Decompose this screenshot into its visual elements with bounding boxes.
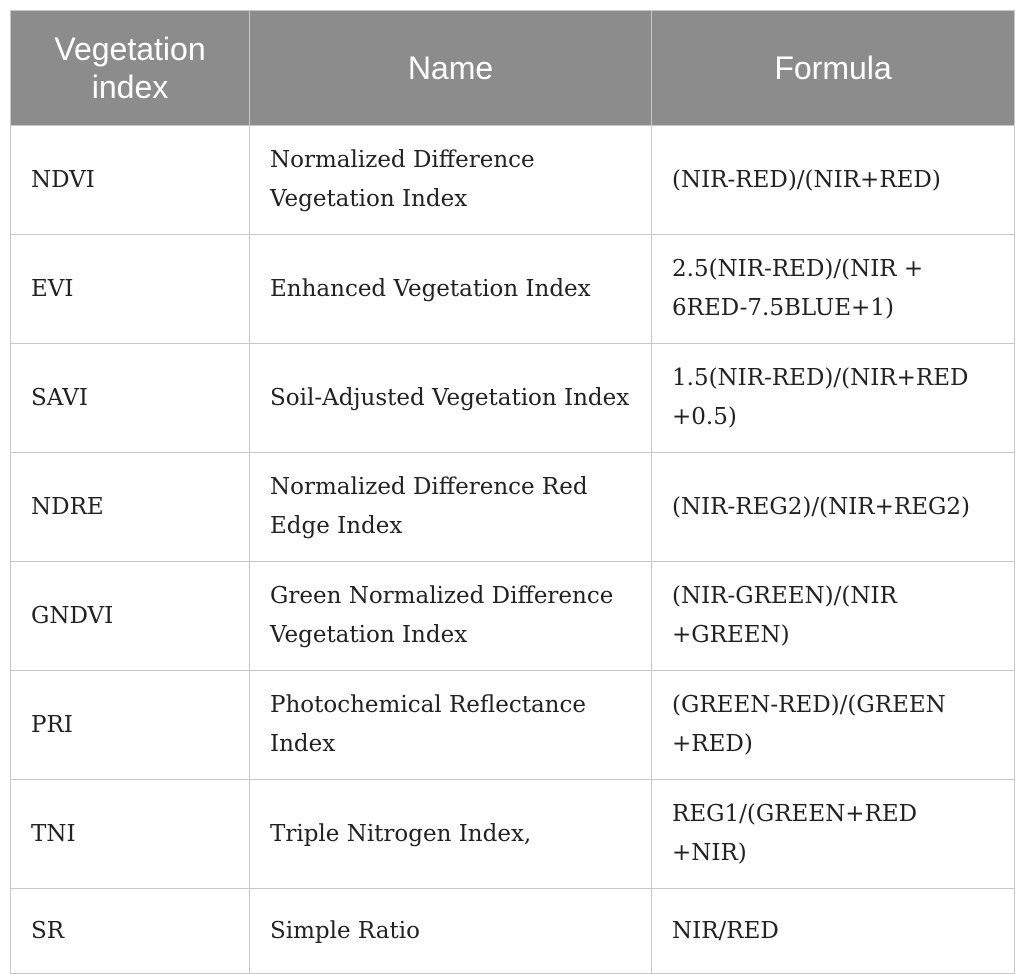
name-cell: Normalized Difference Red Edge Index: [250, 453, 652, 562]
index-cell: GNDVI: [11, 562, 250, 671]
header-name: Name: [250, 11, 652, 126]
formula-cell: (NIR-REG2)/(NIR+REG2): [652, 453, 1015, 562]
formula-cell: 2.5(NIR-RED)/(NIR + 6RED-7.5BLUE+1): [652, 235, 1015, 344]
formula-cell: NIR/RED: [652, 889, 1015, 974]
name-cell: Soil-Adjusted Vegetation Index: [250, 344, 652, 453]
index-cell: TNI: [11, 780, 250, 889]
table-row: [11, 453, 1015, 562]
index-cell: PRI: [11, 671, 250, 780]
name-cell: Enhanced Vegetation Index: [250, 235, 652, 344]
vegetation-index-table: [10, 10, 1015, 974]
header-formula: Formula: [652, 11, 1015, 126]
table-row: [11, 235, 1015, 344]
formula-cell: (GREEN-RED)/(GREEN +RED): [652, 671, 1015, 780]
index-cell: SR: [11, 889, 250, 974]
name-cell: Simple Ratio: [250, 889, 652, 974]
index-cell: NDVI: [11, 126, 250, 235]
table-row: [11, 889, 1015, 974]
index-cell: NDRE: [11, 453, 250, 562]
formula-cell: 1.5(NIR-RED)/(NIR+RED +0.5): [652, 344, 1015, 453]
table-row: [11, 671, 1015, 780]
name-cell: Green Normalized Difference Vegetation Index: [250, 562, 652, 671]
name-cell: Triple Nitrogen Index,: [250, 780, 652, 889]
index-cell: EVI: [11, 235, 250, 344]
table-row: [11, 344, 1015, 453]
table-row: [11, 562, 1015, 671]
name-cell: Photochemical Reflectance Index: [250, 671, 652, 780]
index-cell: SAVI: [11, 344, 250, 453]
formula-cell: (NIR-GREEN)/(NIR +GREEN): [652, 562, 1015, 671]
header-vegetation-index: Vegetation index: [11, 11, 250, 126]
formula-cell: (NIR-RED)/(NIR+RED): [652, 126, 1015, 235]
formula-cell: REG1/(GREEN+RED +NIR): [652, 780, 1015, 889]
table-row: [11, 780, 1015, 889]
name-cell: Normalized Difference Vegetation Index: [250, 126, 652, 235]
header-row: [11, 11, 1015, 126]
table-row: [11, 126, 1015, 235]
